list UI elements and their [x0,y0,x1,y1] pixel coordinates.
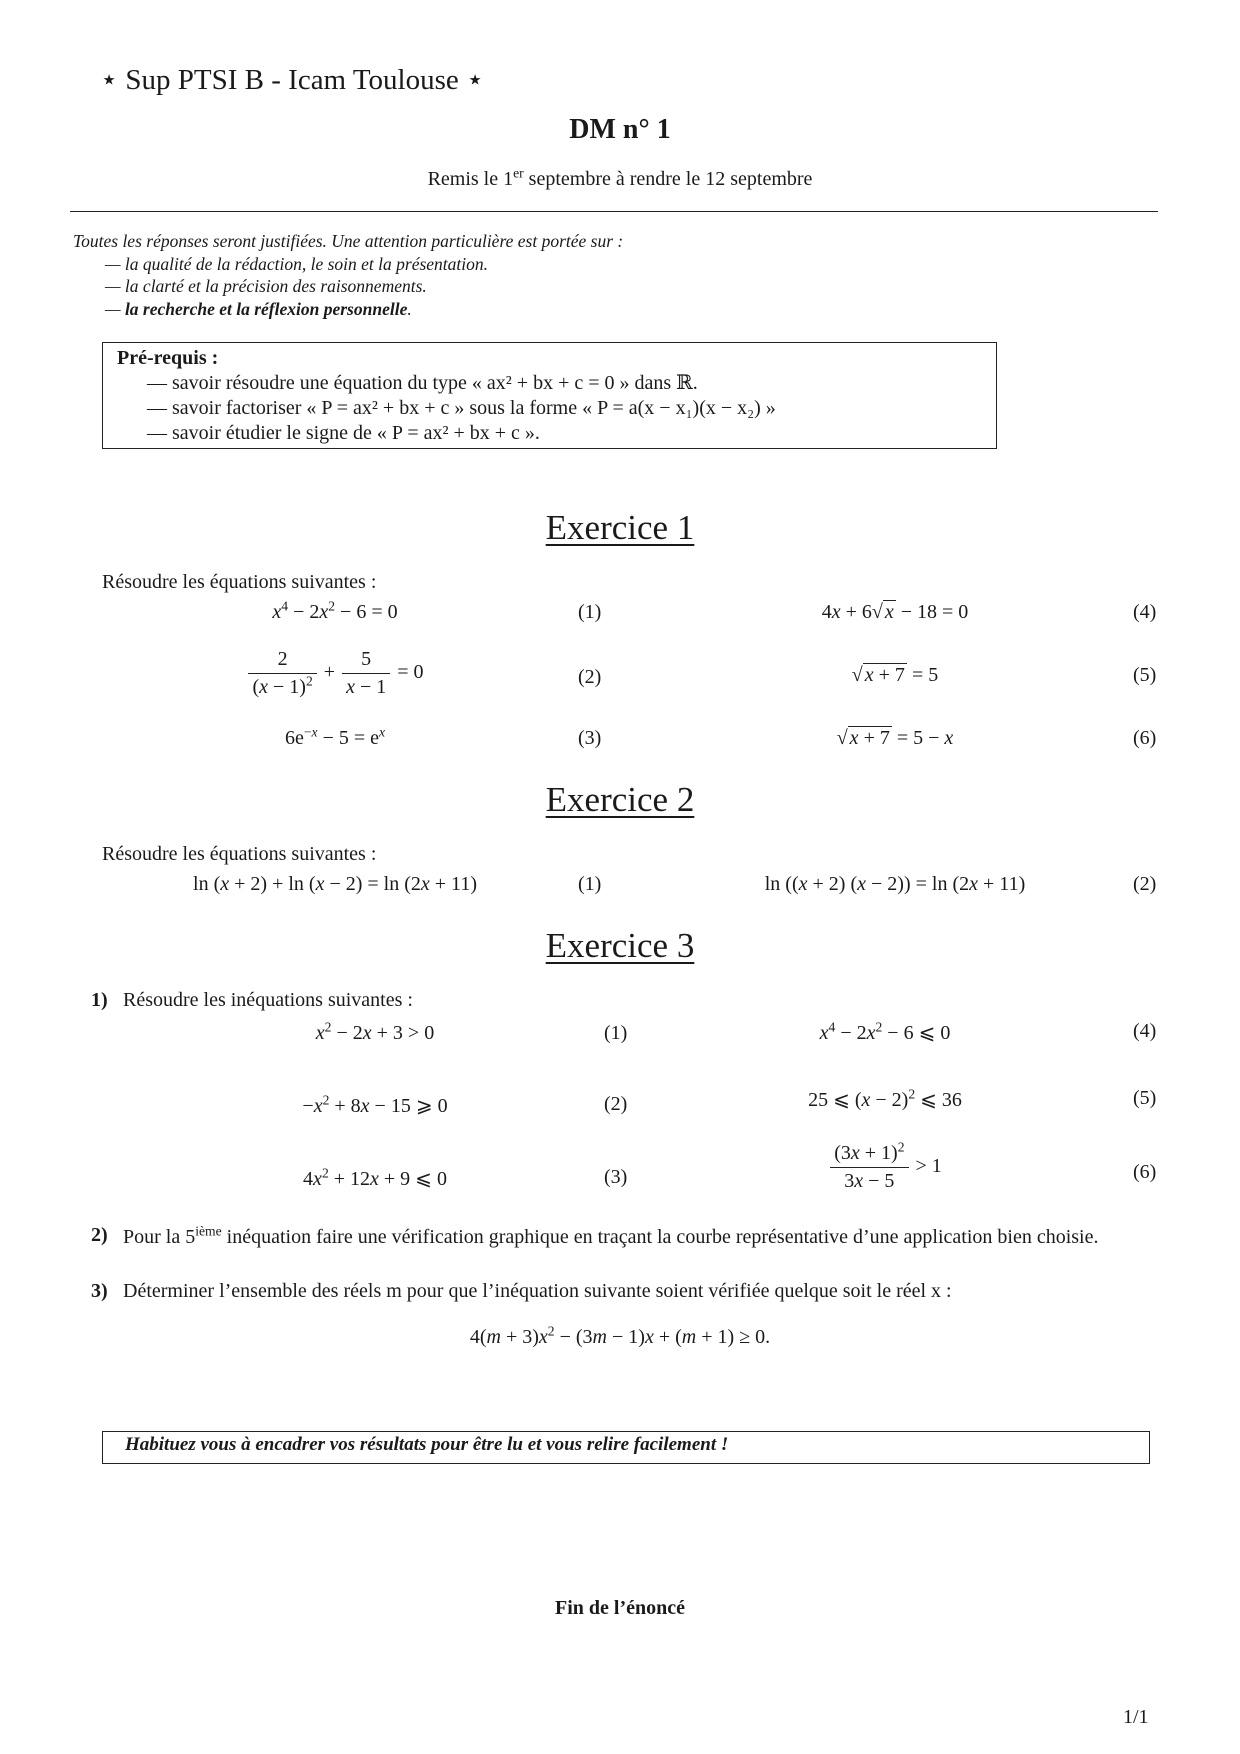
document-title: DM n° 1 [569,114,671,145]
ex1-label-5: (5) [1133,664,1157,686]
ex3-q3-number: 3) [91,1280,108,1302]
ex3-label-2: (2) [604,1093,628,1115]
end-of-statement: Fin de l’énoncé [555,1597,685,1619]
ex3-q3-inequation: $4(m + 3)x^2 - (3m - 1)x + (m + 1) \ge 0$. [469,1323,771,1348]
exercise-1-prompt: Résoudre les équations suivantes : [102,571,377,593]
exercise-2-prompt: Résoudre les équations suivantes : [102,843,377,865]
header-divider [70,211,1158,212]
exercise-3-title: Exercice 3 [545,926,695,965]
ex3-label-1: (1) [604,1022,628,1044]
prerequisite-item: — savoir factoriser « P = ax² + bx + c » sous la forme « P = a(x − x₁)(x − x₂) » [147,397,776,419]
ex3-q1-text: Résoudre les inéquations suivantes : [123,989,413,1011]
ex1-label-6: (6) [1133,727,1157,749]
ex3-q3-text: Déterminer l’ensemble des réels m pour que l’inéquation suivante soient vérifiée quelque soit le réel x : [123,1280,952,1302]
ex3-q1-number: 1) [91,989,108,1011]
exercise-2-title: Exercice 2 [545,780,695,819]
ex1-label-4: (4) [1133,601,1157,623]
prerequisite-item: — savoir étudier le signe de « P = ax² + bx + c ». [147,422,540,444]
ex3-label-4: (4) [1133,1020,1157,1042]
ex3-q2-number: 2) [91,1224,108,1246]
ex3-inequation-5: 25 ⩽ $(x - 2)^2$ ⩽ 36 [808,1086,962,1111]
instruction-item: — la recherche et la réflexion personnelle. [105,298,412,319]
ex3-q2-text: Pour la 5ième inéquation faire une vérification graphique en traçant la courbe représentative d’une application bien choisie. [123,1223,1099,1248]
ex1-equation-5: √ x + 7 = 5 [851,664,939,686]
ex1-label-2: (2) [578,666,602,688]
ex3-inequation-3: $4x^2 + 12x + 9$ ⩽ 0 [303,1165,447,1190]
ex3-label-6: (6) [1133,1161,1157,1183]
ex1-equation-1: $x^4 - 2x^2 - 6 = 0$ [272,598,398,623]
ex2-label-2: (2) [1133,873,1157,895]
page-number: 1/1 [1123,1706,1149,1728]
ex3-inequation-2: $-x^2 + 8x - 15$ ⩾ 0 [302,1092,448,1117]
ex2-equation-2: ln ((x + 2) (x − 2)) = ln (2x + 11) [764,873,1026,895]
instructions [73,230,623,320]
ex1-label-3: (3) [578,727,602,749]
ex3-inequation-4: $x^4 - 2x^2 - 6$ ⩽ 0 [819,1019,951,1044]
exercise-1-title: Exercice 1 [545,508,695,547]
course-header: ⋆ Sup PTSI B - Icam Toulouse ⋆ [100,64,485,96]
instruction-item: — la qualité de la rédaction, le soin et la présentation. [105,253,489,274]
ex2-label-1: (1) [578,873,602,895]
prerequisite-item: — savoir résoudre une équation du type « ax² + bx + c = 0 » dans ℝ. [147,372,698,394]
prerequisites-box [102,342,997,449]
ex3-inequation-1: $x^2 - 2x + 3 > 0$ [315,1019,435,1044]
instructions-lead: Toutes les réponses seront justifiées. Une attention particulière est portée sur : [73,231,624,251]
instruction-item: — la clarté et la précision des raisonnements. [105,276,427,296]
ex2-equation-1: ln (x + 2) + ln (x − 2) = ln (2x + 11) [193,873,477,895]
advice-box: Habituez vous à encadrer vos résultats pour être lu et vous relire facilement ! [102,1431,1150,1464]
ex1-equation-4: 4x + 6√ x − 18 = 0 [821,601,969,623]
ex1-equation-3: $6e^{-x} - 5 = e^x$ [284,724,386,749]
ex1-label-1: (1) [578,601,602,623]
ex1-equation-2: $\frac{2}{(x - 1)^2}$ + $\frac{5}{x - 1}$ = 0 [200,648,470,699]
ex1-equation-6: √ x + 7 = 5 − x [836,727,954,749]
document-subtitle: Remis le 1er septembre à rendre le 12 septembre [427,165,813,190]
ex3-inequation-6: $\frac{(3x + 1)^2}{3x - 5}$ > 1 [750,1142,1020,1193]
ex3-label-3: (3) [604,1166,628,1188]
ex3-label-5: (5) [1133,1087,1157,1109]
prerequisites-title: Pré-requis : [117,347,219,369]
